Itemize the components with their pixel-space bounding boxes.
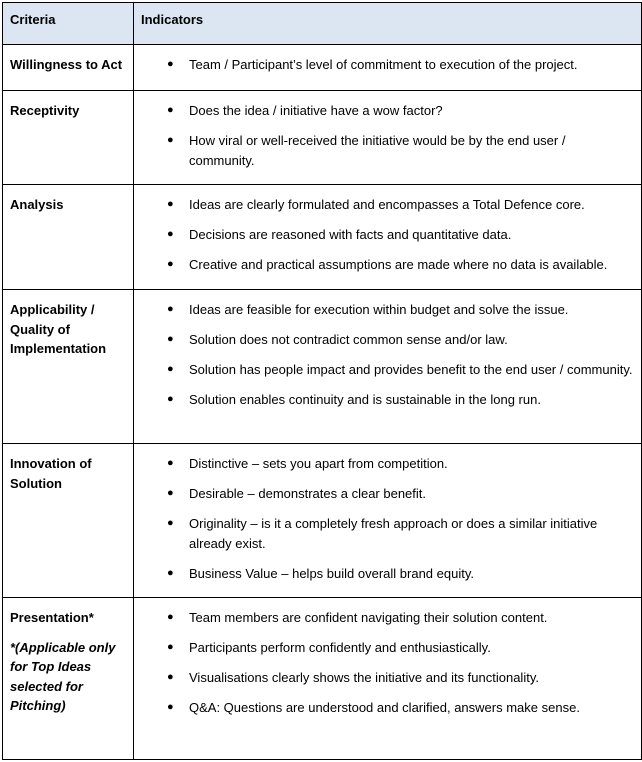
criteria-table — [2, 2, 642, 760]
bullet-icon: ● — [167, 258, 174, 270]
criteria-cell: Presentation* — [10, 610, 94, 625]
bullet-icon: ● — [167, 517, 174, 529]
list-item: ● Q&A: Questions are understood and clarified, answers make sense. — [134, 698, 633, 718]
list-item: ● Solution enables continuity and is sustainable in the long run. — [134, 390, 633, 410]
bullet-icon: ● — [167, 611, 174, 623]
list-item: ● Does the idea / initiative have a wow factor? — [134, 101, 633, 121]
list-item: ● Participants perform confidently and enthusiastically. — [134, 638, 633, 658]
list-item: ● Decisions are reasoned with facts and quantitative data. — [134, 225, 633, 245]
bullet-icon: ● — [167, 303, 174, 315]
table-row — [3, 290, 642, 444]
bullet-icon: ● — [167, 58, 174, 70]
header-criteria: Criteria — [3, 3, 134, 45]
bullet-icon: ● — [167, 671, 174, 683]
header-row — [3, 3, 642, 45]
bullet-icon: ● — [167, 457, 174, 469]
bullet-icon: ● — [167, 198, 174, 210]
list-item: ● Creative and practical assumptions are made where no data is available. — [134, 255, 633, 275]
list-item: ● Visualisations clearly shows the initiative and its functionality. — [134, 668, 633, 688]
indicator-list — [134, 598, 641, 718]
criteria-note: *(Applicable only for Top Ideas selected for Pitching) — [10, 639, 116, 713]
list-item: ● Team / Participant’s level of commitment to execution of the project. — [134, 55, 633, 75]
list-item: ● Ideas are feasible for execution within budget and solve the issue. — [134, 300, 633, 320]
list-item: ● How viral or well-received the initiative would be by the end user / community. — [167, 133, 566, 168]
table-row — [3, 185, 642, 290]
bullet-icon: ● — [167, 566, 174, 579]
indicator-list — [134, 444, 641, 583]
list-item: ● Ideas are clearly formulated and encompasses a Total Defence core. — [134, 195, 633, 215]
criteria-cell: Receptivity — [10, 103, 80, 118]
indicator-list — [134, 45, 641, 75]
list-item: ● Distinctive – sets you apart from competition. — [134, 454, 633, 474]
indicator-list — [134, 185, 641, 275]
bullet-icon: ● — [167, 333, 174, 345]
bullet-icon: ● — [167, 363, 174, 375]
list-item: ● Originality – is it a completely fresh approach or does a similar initiative already exist. — [167, 516, 598, 551]
list-item: ● Business Value – helps build overall brand equity. — [134, 564, 633, 584]
criteria-cell: Willingness to Act — [10, 57, 123, 72]
list-item: ● Team members are confident navigating their solution content. — [134, 608, 633, 628]
list-item: ● Solution does not contradict common sense and/or law. — [134, 330, 633, 350]
bullet-icon: ● — [167, 134, 174, 146]
bullet-icon: ● — [167, 393, 174, 405]
table-row — [3, 598, 642, 760]
table-row — [3, 45, 642, 91]
bullet-icon: ● — [167, 641, 174, 653]
table-row — [3, 444, 642, 598]
criteria-cell: Applicability / Quality of Implementation — [10, 302, 107, 356]
table-body — [3, 45, 642, 760]
bullet-icon: ● — [167, 228, 174, 240]
bullet-icon: ● — [167, 104, 174, 116]
criteria-cell: Analysis — [10, 197, 64, 212]
table-row — [3, 91, 642, 185]
list-item: ● Desirable – demonstrates a clear benefit. — [134, 484, 633, 504]
list-item: ● Solution has people impact and provides benefit to the end user / community. — [134, 360, 633, 380]
indicator-list — [134, 91, 641, 170]
header-indicators: Indicators — [134, 3, 642, 45]
bullet-icon: ● — [167, 487, 174, 499]
bullet-icon: ● — [167, 701, 174, 713]
indicator-list — [134, 290, 641, 410]
criteria-cell: Innovation of Solution — [10, 456, 92, 491]
